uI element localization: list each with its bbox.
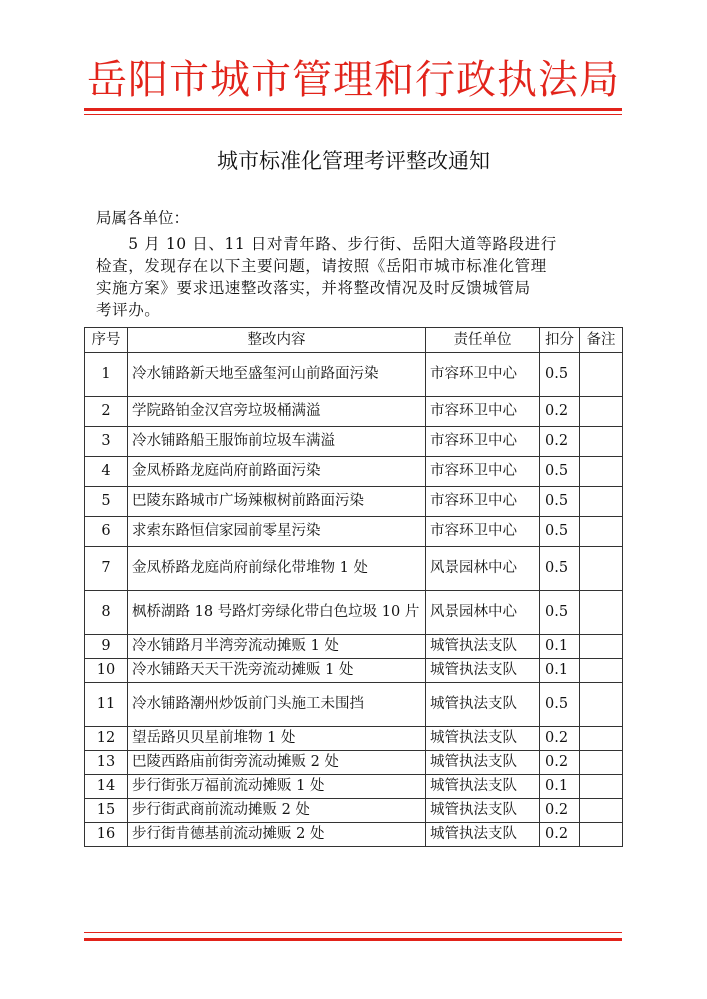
- row-unit: 市容环卫中心: [426, 427, 540, 457]
- table-row: [85, 427, 623, 457]
- row-issue: 巴陵西路庙前街旁流动摊贩 2 处: [128, 751, 426, 775]
- row-score: 0.5: [540, 517, 580, 547]
- row-no: 13: [85, 751, 128, 775]
- masthead-rule-thick: [84, 108, 622, 111]
- row-no: 9: [85, 635, 128, 659]
- table-row: [85, 353, 623, 397]
- row-issue: 冷水铺路船王服饰前垃圾车满溢: [128, 427, 426, 457]
- row-no: 15: [85, 799, 128, 823]
- table-row: [85, 547, 623, 591]
- row-unit: 风景园林中心: [426, 547, 540, 591]
- masthead-title: 岳阳市城市管理和行政执法局: [87, 57, 620, 103]
- table-row: [85, 659, 623, 683]
- row-score: 0.2: [540, 799, 580, 823]
- row-unit: 市容环卫中心: [426, 517, 540, 547]
- row-issue: 望岳路贝贝星前堆物 1 处: [128, 727, 426, 751]
- row-no: 5: [85, 487, 128, 517]
- row-note: [580, 397, 623, 427]
- row-issue: 冷水铺路潮州炒饭前门头施工未围挡: [128, 683, 426, 727]
- row-score: 0.1: [540, 775, 580, 799]
- body-line: 检查，发现存在以下主要问题，请按照《岳阳市城市标准化管理: [96, 257, 547, 275]
- row-unit: 城管执法支队: [426, 659, 540, 683]
- row-issue: 冷水铺路新天地至盛玺河山前路面污染: [128, 353, 426, 397]
- row-score: 0.5: [540, 547, 580, 591]
- row-score: 0.2: [540, 427, 580, 457]
- row-score: 0.2: [540, 823, 580, 847]
- row-note: [580, 659, 623, 683]
- row-note: [580, 457, 623, 487]
- header-issue: 整改内容: [128, 328, 426, 353]
- row-note: [580, 547, 623, 591]
- table-row: [85, 751, 623, 775]
- table-row: [85, 823, 623, 847]
- table-row: [85, 517, 623, 547]
- table-row: [85, 457, 623, 487]
- table-row: [85, 727, 623, 751]
- row-no: 1: [85, 353, 128, 397]
- row-note: [580, 517, 623, 547]
- row-no: 3: [85, 427, 128, 457]
- row-score: 0.2: [540, 751, 580, 775]
- row-score: 0.2: [540, 727, 580, 751]
- row-score: 0.5: [540, 487, 580, 517]
- row-issue: 枫桥湖路 18 号路灯旁绿化带白色垃圾 10 片: [128, 591, 426, 635]
- row-unit: 城管执法支队: [426, 775, 540, 799]
- header-no: 序号: [85, 328, 128, 353]
- row-no: 7: [85, 547, 128, 591]
- row-unit: 城管执法支队: [426, 823, 540, 847]
- body-line: 实施方案》要求迅速整改落实，并将整改情况及时反馈城管局: [96, 279, 531, 297]
- row-unit: 城管执法支队: [426, 635, 540, 659]
- row-note: [580, 591, 623, 635]
- row-issue: 冷水铺路月半湾旁流动摊贩 1 处: [128, 635, 426, 659]
- row-unit: 城管执法支队: [426, 751, 540, 775]
- row-unit: 市容环卫中心: [426, 487, 540, 517]
- row-note: [580, 487, 623, 517]
- row-note: [580, 823, 623, 847]
- header-score: 扣分: [540, 328, 580, 353]
- row-issue: 巴陵东路城市广场辣椒树前路面污染: [128, 487, 426, 517]
- body-line: 考评办。: [96, 301, 161, 319]
- row-note: [580, 799, 623, 823]
- row-no: 6: [85, 517, 128, 547]
- row-score: 0.2: [540, 397, 580, 427]
- row-score: 0.1: [540, 659, 580, 683]
- row-note: [580, 751, 623, 775]
- row-note: [580, 635, 623, 659]
- row-issue: 冷水铺路天天干洗旁流动摊贩 1 处: [128, 659, 426, 683]
- rectification-table: [84, 327, 623, 847]
- row-no: 16: [85, 823, 128, 847]
- table-row: [85, 775, 623, 799]
- table-row: [85, 591, 623, 635]
- row-note: [580, 427, 623, 457]
- row-score: 0.5: [540, 683, 580, 727]
- row-unit: 城管执法支队: [426, 683, 540, 727]
- row-issue: 求索东路恒信家园前零星污染: [128, 517, 426, 547]
- row-unit: 市容环卫中心: [426, 353, 540, 397]
- row-note: [580, 775, 623, 799]
- table-row: [85, 635, 623, 659]
- table-header-row: [85, 328, 623, 353]
- row-unit: 市容环卫中心: [426, 397, 540, 427]
- table-row: [85, 683, 623, 727]
- row-no: 2: [85, 397, 128, 427]
- salutation: 局属各单位：: [96, 209, 190, 227]
- table-row: [85, 487, 623, 517]
- notice-body: [96, 233, 616, 321]
- table-row: [85, 397, 623, 427]
- row-score: 0.5: [540, 457, 580, 487]
- row-score: 0.5: [540, 591, 580, 635]
- row-score: 0.1: [540, 635, 580, 659]
- row-unit: 风景园林中心: [426, 591, 540, 635]
- footer-rule-thick: [84, 938, 622, 941]
- row-no: 4: [85, 457, 128, 487]
- row-no: 8: [85, 591, 128, 635]
- row-no: 14: [85, 775, 128, 799]
- row-unit: 城管执法支队: [426, 799, 540, 823]
- row-issue: 步行街武商前流动摊贩 2 处: [128, 799, 426, 823]
- body-line: 5 月 10 日、11 日对青年路、步行街、岳阳大道等路段进行: [96, 235, 557, 253]
- row-note: [580, 727, 623, 751]
- row-issue: 金凤桥路龙庭尚府前路面污染: [128, 457, 426, 487]
- row-issue: 步行街张万福前流动摊贩 1 处: [128, 775, 426, 799]
- row-no: 12: [85, 727, 128, 751]
- row-no: 10: [85, 659, 128, 683]
- row-unit: 城管执法支队: [426, 727, 540, 751]
- row-note: [580, 353, 623, 397]
- notice-title: 城市标准化管理考评整改通知: [217, 149, 490, 173]
- row-issue: 步行街肯德基前流动摊贩 2 处: [128, 823, 426, 847]
- masthead-rule-thin: [84, 114, 622, 115]
- row-score: 0.5: [540, 353, 580, 397]
- row-issue: 金凤桥路龙庭尚府前绿化带堆物 1 处: [128, 547, 426, 591]
- table-row: [85, 799, 623, 823]
- header-note: 备注: [580, 328, 623, 353]
- row-issue: 学院路铂金汉宫旁垃圾桶满溢: [128, 397, 426, 427]
- header-unit: 责任单位: [426, 328, 540, 353]
- row-no: 11: [85, 683, 128, 727]
- footer-rule-thin: [84, 932, 622, 933]
- row-unit: 市容环卫中心: [426, 457, 540, 487]
- row-note: [580, 683, 623, 727]
